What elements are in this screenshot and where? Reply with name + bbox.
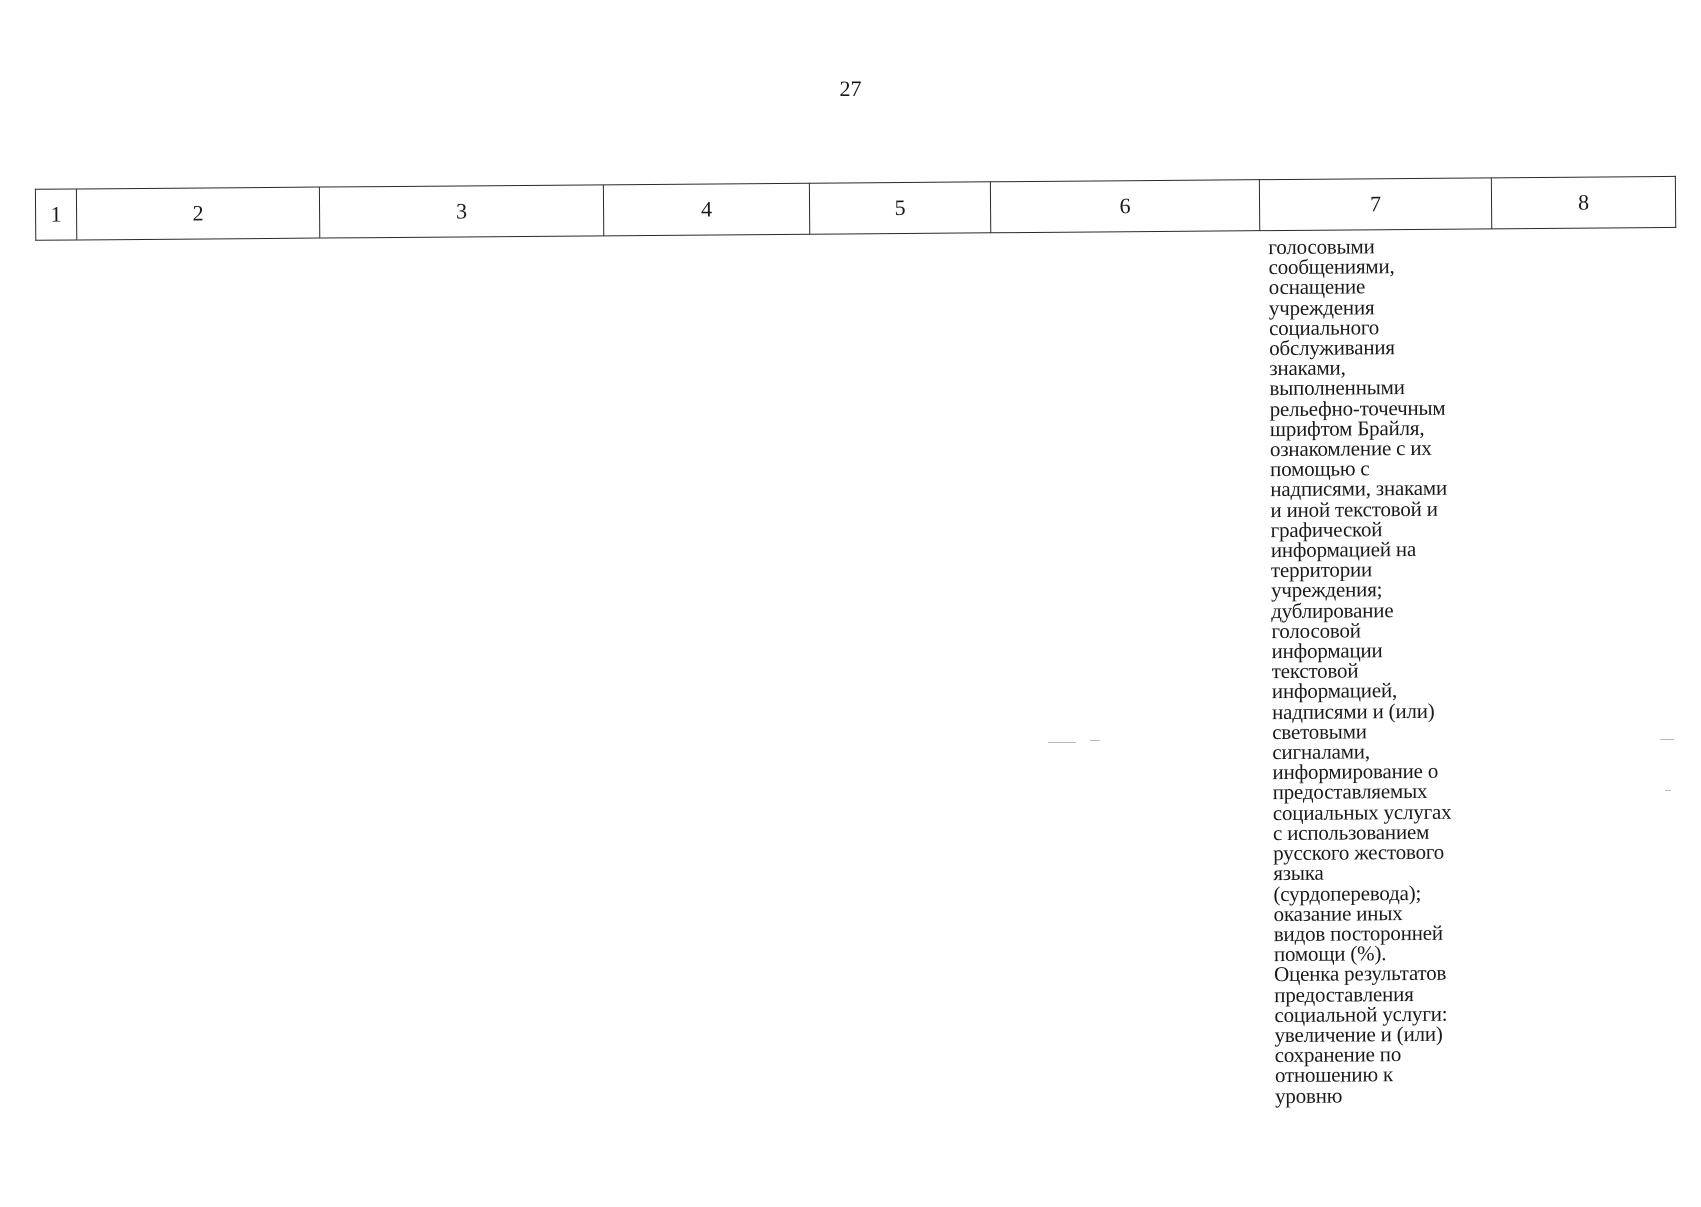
column-header-6: 6 — [990, 180, 1259, 233]
column-header-8: 8 — [1491, 176, 1675, 228]
scan-speck — [1660, 739, 1674, 740]
column-header-2: 2 — [76, 187, 319, 240]
scan-speck — [1665, 790, 1671, 791]
column-header-3: 3 — [319, 185, 603, 238]
column-header-5: 5 — [809, 182, 990, 234]
column-header-4: 4 — [603, 183, 809, 236]
page-number: 27 — [839, 76, 862, 101]
column-numbers-row — [35, 176, 1675, 240]
column-7-cell-text: голосовыми сообщениями, оснащение учреждения социального обслуживания знаками, выполненными рельефно-точечным шрифтом Брайля, ознакомление с их помощью с надписями, знаками и иной текстовой и графической информацией на территории учреждения; дублирование голосовой информации текстовой информацией, надписями и (или) световыми сигналами, информирование о предоставляемых социальных услугах с использованием русского жестового языка (сурдоперевода); оказание иных видов посторонней помощи (%). Оценка результатов предоставления социальной услуги: увеличение и (или) сохранение по отношению к уровню — [1268, 234, 1452, 1108]
scan-speck — [1048, 742, 1076, 743]
scan-speck — [1090, 740, 1100, 741]
column-header-1: 1 — [35, 189, 76, 240]
table-header-row — [35, 176, 1676, 241]
column-header-7: 7 — [1259, 178, 1491, 231]
